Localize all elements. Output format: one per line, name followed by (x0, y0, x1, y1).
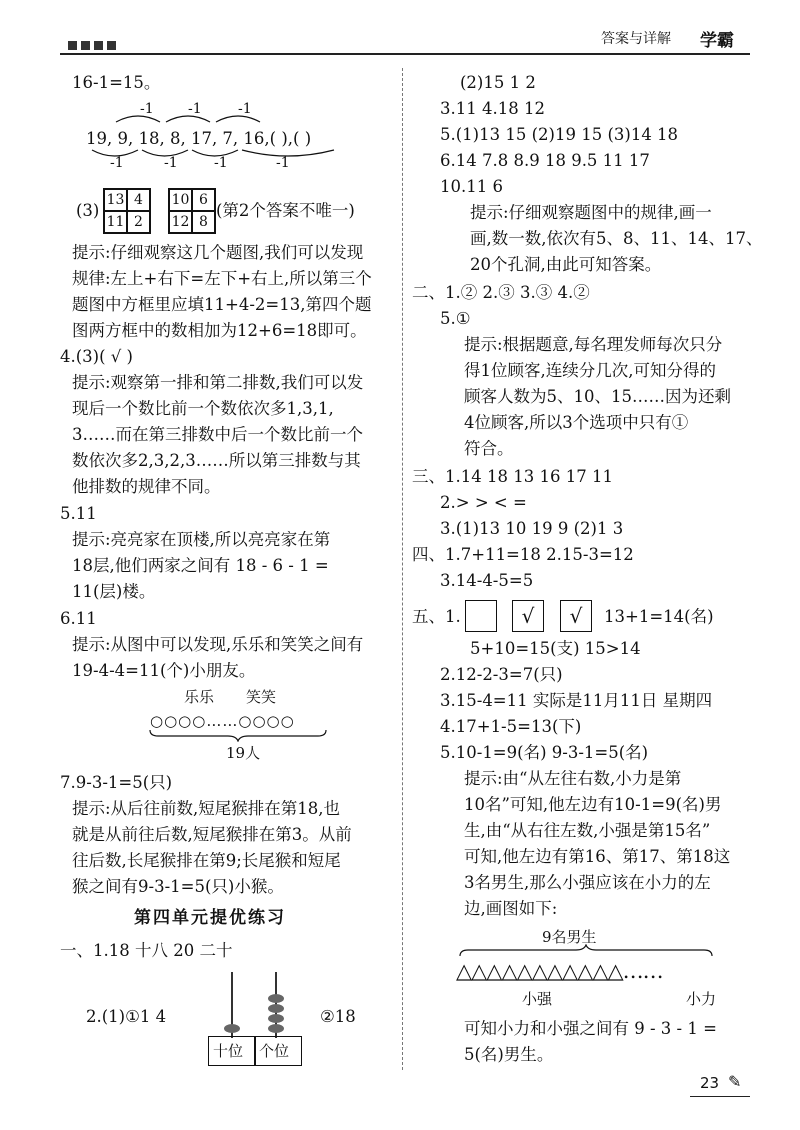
fig-label: 9名男生 (542, 928, 597, 946)
wu-4: 4.17+1-5=13(下) (440, 717, 582, 736)
right-line: 6.14 7.8 8.9 18 9.5 11 17 (440, 151, 650, 170)
seq-top-1: -1 (140, 101, 154, 117)
label-xiaoli: 小力 (686, 990, 717, 1008)
footer-rule (690, 1096, 750, 1097)
tip4-line: 现后一个数比前一个数依次多1,3,1, (72, 399, 334, 418)
tip-er-line: 4位顾客,所以3个选项中只有① (464, 413, 689, 432)
left-line-1: 16-1=15。 (72, 73, 161, 92)
header-brand: 学霸 (700, 31, 734, 51)
tip-wu5-line: 10名”可知,他左边有10-1=9(名)男 (464, 795, 722, 814)
seq-top-2: -1 (188, 101, 202, 117)
grid-cell: 11 (104, 211, 127, 233)
q5-answer: 5.11 (60, 504, 97, 523)
tip4-line: 3……而在第三排数中后一个数比前一个 (72, 425, 363, 444)
q3-note: (第2个答案不唯一) (216, 201, 355, 220)
tip-wu5-line: 可知,他左边有第16、第17、第18这 (464, 847, 731, 866)
tip10-line: 画,数一数,依次有5、8、11、14、17、 (470, 229, 763, 248)
sequence-text: 19, 9, 18, 8, 17, 7, 16,( ),( ) (86, 129, 312, 148)
si-3: 3.14-4-5=5 (440, 571, 534, 590)
wu-1-answer: 13+1=14(名) (604, 607, 714, 626)
tip-er-line: 得1位顾客,连续分几次,可知分得的 (464, 361, 716, 380)
header-rule (60, 53, 750, 55)
tip-er-line: 顾客人数为5、10、15……因为还剩 (464, 387, 731, 406)
tip-er-line: 符合。 (464, 439, 514, 458)
abacus-tens: 十位 (213, 1042, 244, 1060)
q6-answer: 6.11 (60, 609, 97, 628)
brace (148, 728, 328, 742)
triangle-row: △△△△△△△△△△△…… (456, 959, 663, 983)
right-line: 5.(1)13 15 (2)19 15 (3)14 18 (440, 125, 679, 144)
san-1: 三、1.14 18 13 16 17 11 (412, 467, 613, 486)
er5-answer: 5.① (440, 309, 471, 328)
seq-bottom-4: -1 (276, 155, 290, 171)
grid-cell: 2 (127, 211, 150, 233)
check-box-1 (465, 600, 497, 632)
fig-name-lele: 乐乐 (184, 688, 215, 706)
brace (458, 944, 714, 958)
tip1-line: 题图中方框里应填11+4-2=13,第四个题 (72, 295, 372, 314)
abacus-ones: 个位 (259, 1042, 290, 1060)
grid-cell: 8 (192, 211, 215, 233)
tip1-line: 提示:仔细观察这几个题图,我们可以发现 (72, 243, 364, 262)
wu-2: 2.12-2-3=7(只) (440, 665, 563, 684)
label-xiaoqiang: 小强 (522, 990, 553, 1008)
pencil-icon: ✎ (728, 1072, 742, 1091)
tip7-line: 提示:从后往前数,短尾猴排在第18,也 (72, 799, 341, 818)
grid-cell: 10 (169, 189, 192, 211)
seq-bottom-2: -1 (164, 155, 178, 171)
check-box-3: √ (560, 600, 592, 632)
grid-cell: 4 (127, 189, 150, 211)
tip4-line: 数依次多2,3,2,3……所以第三排数与其 (72, 451, 361, 470)
tip10-line: 20个孔洞,由此可知答案。 (470, 255, 662, 274)
tip5-line: 18层,他们两家之间有 18 - 6 - 1 = (72, 556, 329, 575)
s2b-answer: ②18 (320, 1007, 356, 1026)
wu-1-label: 五、1. (412, 607, 461, 626)
wu-1b: 5+10=15(支) 15>14 (470, 639, 641, 658)
wu-5: 5.10-1=9(名) 9-3-1=5(名) (440, 743, 649, 762)
tip-wu5-line: 提示:由“从左往右数,小力是第 (464, 769, 682, 788)
seq-top-3: -1 (238, 101, 252, 117)
check-box-2: √ (512, 600, 544, 632)
tip10-line: 提示:仔细观察题图中的规律,画一 (470, 203, 712, 222)
page-number: 23 (700, 1074, 720, 1092)
s1-answer: 一、1.18 十八 20 二十 (60, 941, 233, 960)
tip4-line: 提示:观察第一排和第二排数,我们可以发 (72, 373, 364, 392)
grid-cell: 13 (104, 189, 127, 211)
q3-label: (3) (76, 201, 100, 220)
tip-er-line: 提示:根据题意,每名理发师每次只分 (464, 335, 723, 354)
san-3: 3.(1)13 10 19 9 (2)1 3 (440, 519, 624, 538)
final-line: 可知小力和小强之间有 9 - 3 - 1 = (464, 1019, 717, 1038)
right-line: (2)15 1 2 (460, 73, 536, 92)
tip-wu5-line: 生,由“从右往左数,小强是第15名” (464, 821, 711, 840)
san-2: 2.> > < = (440, 493, 527, 512)
right-line: 3.11 4.18 12 (440, 99, 545, 118)
s2-answer: 2.(1)①1 4 (86, 1007, 167, 1026)
q4-answer: 4.(3)( √ ) (60, 347, 133, 366)
tip1-line: 图两方框中的数相加为12+6=18即可。 (72, 321, 367, 340)
si-1: 四、1.7+11=18 2.15-3=12 (412, 545, 634, 564)
grid-cell: 6 (192, 189, 215, 211)
tip5-line: 提示:亮亮家在顶楼,所以亮亮家在第 (72, 530, 331, 549)
wu-3: 3.15-4=11 实际是11月11日 星期四 (440, 691, 713, 710)
tip1-line: 规律:左上+右下=左下+右上,所以第三个 (72, 269, 372, 288)
column-divider (402, 68, 403, 1070)
q7-answer: 7.9-3-1=5(只) (60, 773, 173, 792)
tip7-line: 往后数,长尾猴排在第9;长尾猴和短尾 (72, 851, 341, 870)
seq-bottom-1: -1 (110, 155, 124, 171)
final-line: 5(名)男生。 (464, 1045, 554, 1064)
grid-2 (168, 188, 216, 234)
grid-cell: 12 (169, 211, 192, 233)
er-answers: 二、1.② 2.③ 3.③ 4.② (412, 283, 590, 302)
tip5-line: 11(层)楼。 (72, 582, 156, 601)
fig-circle-row: ○○○○……○○○○ (150, 712, 295, 730)
seq-bottom-3: -1 (214, 155, 228, 171)
header-title: 答案与详解 (601, 31, 671, 47)
tip-wu5-line: 3名男生,那么小强应该在小力的左 (464, 873, 711, 892)
tip6-line: 提示:从图中可以发现,乐乐和笑笑之间有 (72, 635, 364, 654)
tip4-line: 他排数的规律不同。 (72, 477, 221, 496)
fig-total: 19人 (226, 744, 261, 762)
section-title: 第四单元提优练习 (134, 908, 286, 928)
tip6-line: 19-4-4=11(个)小朋友。 (72, 661, 256, 680)
tip7-line: 就是从前往后数,短尾猴排在第3。从前 (72, 825, 352, 844)
fig-name-xiaoxiao: 笑笑 (246, 688, 277, 706)
tip-wu5-line: 边,画图如下: (464, 899, 558, 918)
grid-1 (103, 188, 151, 234)
tip7-line: 猴之间有9-3-1=5(只)小猴。 (72, 877, 284, 896)
right-line: 10.11 6 (440, 177, 503, 196)
